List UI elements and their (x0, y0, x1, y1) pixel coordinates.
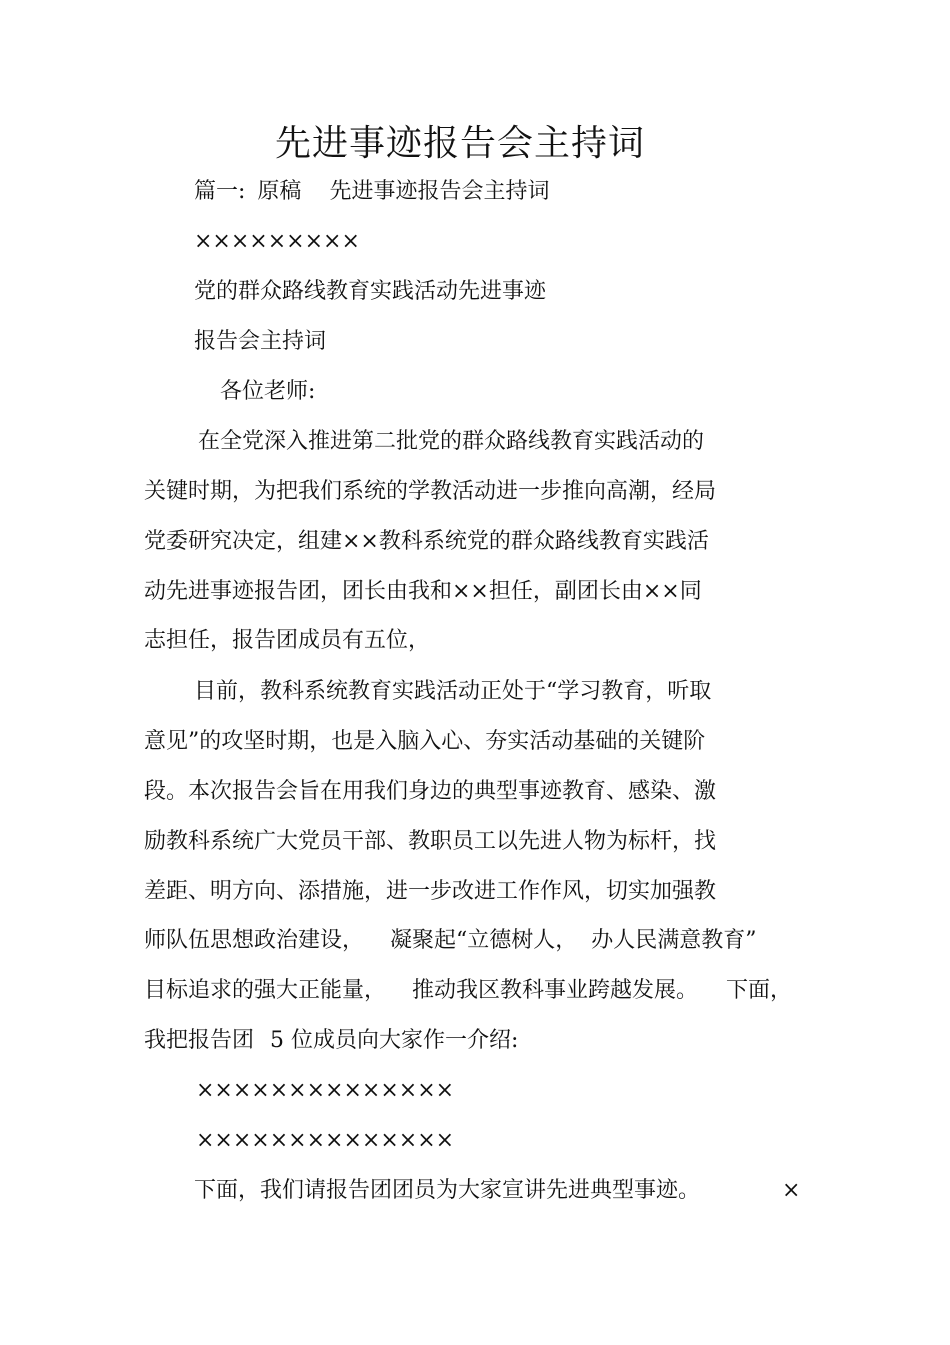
para1-line: 动先进事迹报告团，团长由我和××担任，副团长由××同 (144, 579, 702, 604)
para2-line7-a: 目标追求的强大正能量， (144, 978, 387, 1003)
para2-line8-b: 5 位成员向大家作一介绍: (270, 1028, 519, 1053)
para2-line: 差距、明方向、添措施，进一步改进工作作风，切实加强教 (144, 879, 717, 904)
member-line: ×××××××××××××× (196, 1078, 455, 1103)
para2-line: 意见”的攻坚时期，也是入脑入心、夯实活动基础的关键阶 (144, 729, 706, 754)
para2-line (144, 976, 792, 1006)
para2-line6-b: 凝聚起“立德树人， (390, 928, 578, 953)
para2-line: 励教科系统广大党员干部、教职员工以先进人物为标杆，找 (144, 829, 717, 854)
para2-line: 段。本次报告会旨在用我们身边的典型事迹教育、感染、激 (144, 779, 717, 804)
closing-tail: × (782, 1178, 801, 1203)
para2-line7-b: 推动我区教科事业跨越发展。 (412, 978, 699, 1003)
event-title-line1: 党的群众路线教育实践活动先进事迹 (194, 279, 547, 304)
para2-line: 目前，教科系统教育实践活动正处于“学习教育，听取 (194, 679, 712, 704)
para1-line: 党委研究决定，组建××教科系统党的群众路线教育实践活 (144, 529, 709, 554)
member-line: ×××××××××××××× (196, 1128, 455, 1153)
para2-line (144, 926, 757, 956)
para1-line: 关键时期，为把我们系统的学教活动进一步推向高潮，经局 (144, 479, 717, 504)
para1-line: 在全党深入推进第二批党的群众路线教育实践活动的 (198, 429, 705, 454)
para2-line6-a: 师队伍思想政治建设， (144, 928, 365, 953)
closing-line: 下面，我们请报告团团员为大家宣讲先进典型事迹。 (194, 1178, 701, 1203)
subtitle-line (194, 177, 549, 207)
document-title: 先进事迹报告会主持词 (274, 123, 645, 164)
para2-line6-c: 办人民满意教育” (591, 928, 757, 953)
event-title-line2: 报告会主持词 (194, 329, 327, 354)
para2-line8-a: 我把报告团 (144, 1028, 255, 1053)
subtitle-text: 先进事迹报告会主持词 (329, 179, 550, 204)
subtitle-prefix: 篇一: (194, 179, 246, 204)
para2-line7-c: 下面， (726, 978, 793, 1003)
para1-line: 志担任，报告团成员有五位， (144, 628, 431, 653)
org-placeholder: ××××××××× (194, 229, 360, 254)
para2-line (144, 1026, 518, 1056)
salutation: 各位老师: (220, 379, 316, 404)
subtitle-tag: 原稿 (257, 179, 302, 204)
